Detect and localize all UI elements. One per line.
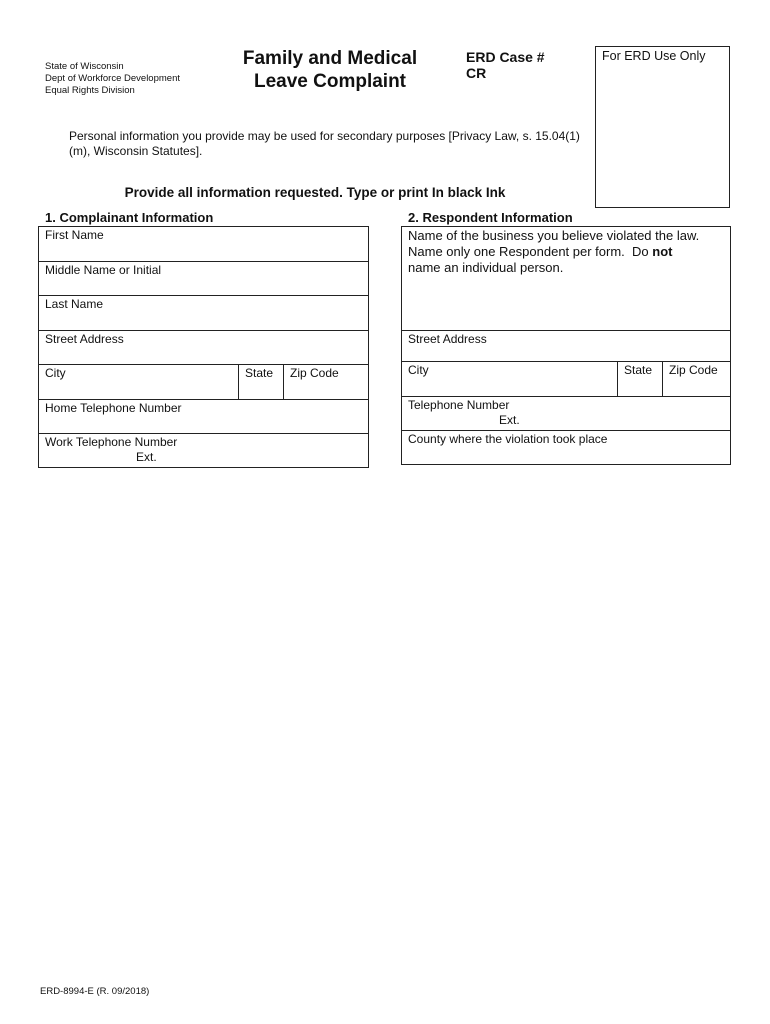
home-phone-field[interactable] (39, 400, 368, 434)
complainant-street-label: Street Address (45, 332, 124, 346)
respondent-name-instructions (402, 227, 730, 277)
complainant-state-label: State (245, 366, 274, 380)
respondent-name-line1: Name of the business you believe violated the law. (408, 228, 700, 243)
instructions: Provide all information requested. Type or print In black Ink (124, 185, 506, 200)
agency-department: Dept of Workforce Development (45, 73, 180, 84)
respondent-state-field[interactable] (617, 362, 662, 396)
privacy-notice: Personal information you provide may be used for secondary purposes [Privacy Law, s. 15.04(1)(m), Wisconsin Statutes]. (69, 129, 580, 158)
respondent-phone-label: Telephone Number (408, 398, 510, 412)
agency-division: Equal Rights Division (45, 85, 135, 96)
erd-case-number (466, 49, 545, 81)
respondent-street-field[interactable] (402, 331, 730, 362)
last-name-label: Last Name (45, 297, 104, 311)
complainant-form (38, 226, 369, 468)
agency-state: State of Wisconsin (45, 61, 124, 72)
respondent-street-label: Street Address (408, 332, 487, 346)
respondent-heading: 2. Respondent Information (408, 210, 573, 225)
middle-name-field[interactable] (39, 262, 368, 296)
first-name-field[interactable] (39, 227, 368, 262)
respondent-form (401, 226, 731, 465)
county-field[interactable] (402, 431, 730, 464)
erd-case-label: ERD Case # (466, 49, 545, 65)
agency-block (45, 61, 180, 97)
respondent-phone-field[interactable] (402, 397, 730, 431)
respondent-state-label: State (624, 363, 653, 377)
work-phone-label: Work Telephone Number (45, 435, 178, 449)
complainant-street-field[interactable] (39, 331, 368, 365)
form-number: ERD-8994-E (R. 09/2018) (40, 986, 150, 997)
respondent-name-field[interactable] (402, 227, 730, 331)
erd-case-prefix: CR (466, 65, 487, 81)
form-title-line2: Leave Complaint (253, 71, 407, 92)
erd-use-only-label: For ERD Use Only (602, 49, 706, 63)
complainant-zip-label: Zip Code (290, 366, 339, 380)
erd-use-only-box (595, 46, 730, 208)
complainant-zip-field[interactable] (283, 365, 368, 399)
complainant-city-field[interactable] (39, 365, 238, 399)
home-phone-label: Home Telephone Number (45, 401, 182, 415)
complainant-heading: 1. Complainant Information (45, 210, 214, 225)
respondent-zip-field[interactable] (662, 362, 730, 396)
respondent-city-label: City (408, 363, 429, 377)
county-label: County where the violation took place (408, 432, 608, 446)
complainant-city-state-zip-row (39, 365, 368, 400)
respondent-city-state-zip-row (402, 362, 730, 397)
work-phone-ext-label: Ext. (136, 450, 157, 464)
respondent-phone-ext-label: Ext. (499, 413, 520, 427)
first-name-label: First Name (45, 228, 104, 242)
complainant-state-field[interactable] (238, 365, 283, 399)
last-name-field[interactable] (39, 296, 368, 331)
respondent-city-field[interactable] (402, 362, 617, 396)
form-title-line1: Family and Medical (242, 48, 418, 69)
form-title (226, 47, 434, 93)
respondent-zip-label: Zip Code (669, 363, 718, 377)
complainant-city-label: City (45, 366, 66, 380)
respondent-name-not: not (652, 244, 673, 259)
middle-name-label: Middle Name or Initial (45, 263, 162, 277)
work-phone-field[interactable] (39, 434, 368, 467)
respondent-name-line2-text: Name only one Respondent per form. Do (408, 244, 653, 259)
respondent-name-line2 (408, 244, 724, 260)
respondent-name-line3: name an individual person. (408, 260, 564, 275)
